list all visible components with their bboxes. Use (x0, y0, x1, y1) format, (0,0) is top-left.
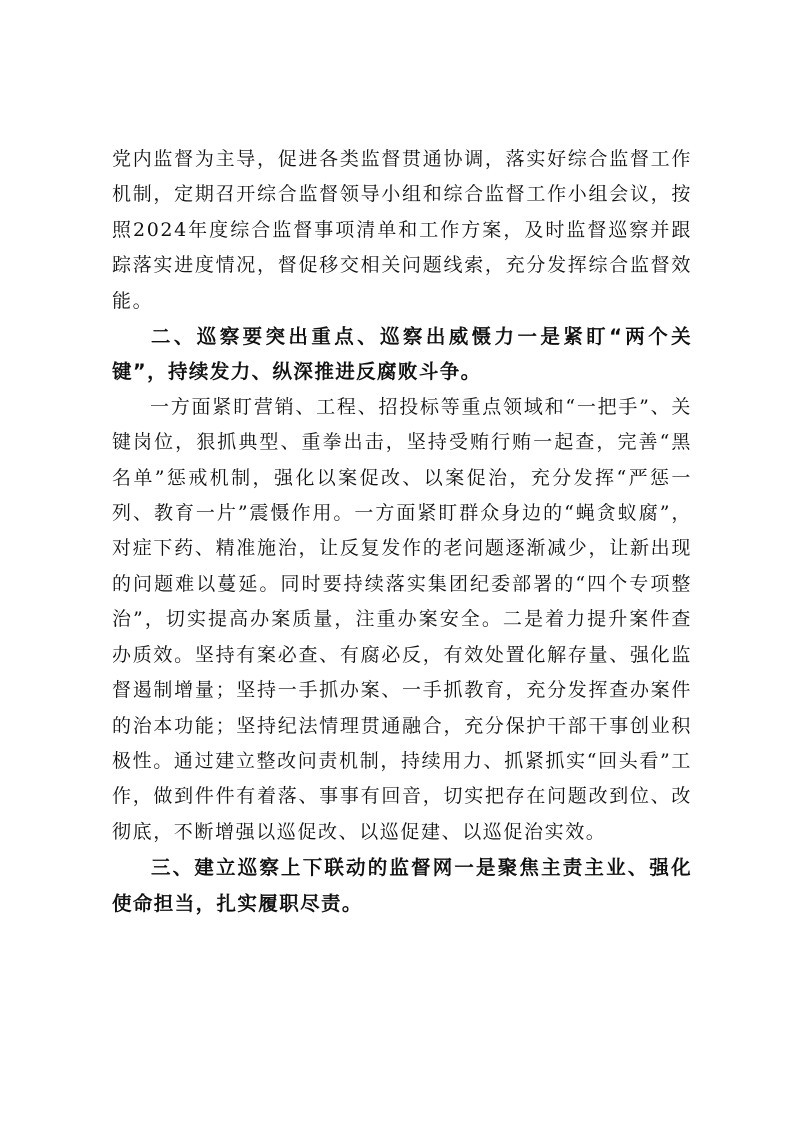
document-body (112, 142, 692, 921)
body-paragraph-continued: 党内监督为主导，促进各类监督贯通协调，落实好综合监督工作机制，定期召开综合监督领导小组和综合监督工作小组会议，按照2024年度综合监督事项清单和工作方案，及时监督巡察并跟踪落实进度情况，督促移交相关问题线索，充分发挥综合监督效能。 (112, 148, 692, 312)
section-heading-three: 三、建立巡察上下联动的监督网一是聚焦主责主业、强化使命担当，扎实履职尽责。 (112, 856, 692, 915)
body-paragraph: 一方面紧盯营销、工程、招投标等重点领域和“一把手”、关键岗位，狠抓典型、重拳出击，坚持受贿行贿一起查，完善“黑名单”惩戒机制，强化以案促改、以案促治，充分发挥“严惩一列、教育一片”震慑作用。一方面紧盯群众身边的“蝇贪蚁腐”，对症下药、精准施治，让反复发作的老问题逐渐减少，让新出现的问题难以蔓延。同时要持续落实集团纪委部署的“四个专项整治”，切实提高办案质量，注重办案安全。二是着力提升案件查办质效。坚持有案必查、有腐必反，有效处置化解存量、强化监督遏制增量；坚持一手抓办案、一手抓教育，充分发挥查办案件的治本功能；坚持纪法情理贯通融合，充分保护干部干事创业积极性。通过建立整改问责机制，持续用力、抓紧抓实“回头看”工作，做到件件有着落、事事有回音，切实把存在问题改到位、改彻底，不断增强以巡促改、以巡促建、以巡促治实效。 (112, 395, 692, 843)
section-heading-two: 二、巡察要突出重点、巡察出威慑力一是紧盯“两个关键”，持续发力、纵深推进反腐败斗争。 (112, 325, 692, 384)
